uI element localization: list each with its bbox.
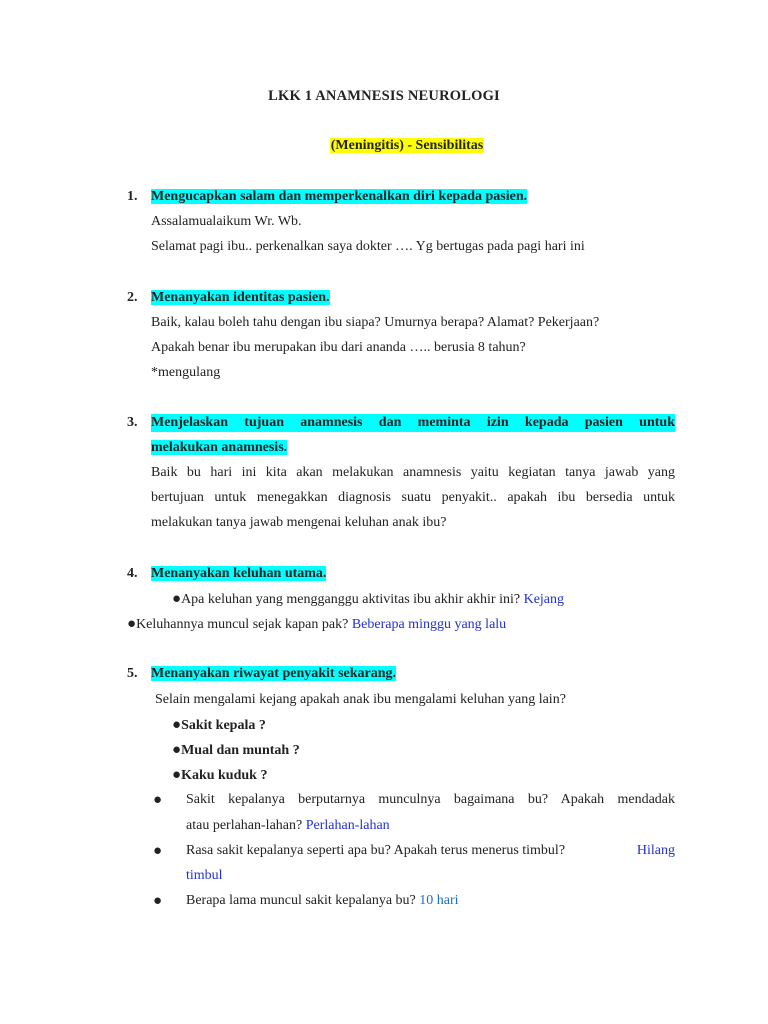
section-number: 1.: [127, 189, 138, 204]
symptom-text: Kaku kuduk ?: [181, 768, 268, 783]
body-line: *mengulang: [151, 365, 221, 380]
symptom-text: Sakit kepala ?: [181, 718, 266, 733]
bullet-icon: ●: [172, 591, 182, 607]
section-number: 3.: [127, 415, 138, 430]
section-heading: [151, 188, 527, 206]
body-line: Apakah benar ibu merupakan ibu dari ananda ….. berusia 8 tahun?: [151, 340, 526, 355]
bullet-icon: ●: [172, 742, 182, 758]
body-line: Assalamualaikum Wr. Wb.: [151, 214, 302, 229]
page-subtitle: (Meningitis) - Sensibilitas: [330, 138, 484, 153]
body-line: melakukan tanya jawab mengenai keluhan anak ibu?: [151, 515, 447, 530]
section-heading-line: [151, 439, 287, 457]
body-line: bertujuan untuk menegakkan diagnosis suatu penyakit.. apakah ibu bersedia untuk: [151, 490, 675, 505]
section-heading-text: melakukan anamnesis.: [151, 440, 288, 455]
page-title: LKK 1 ANAMNESIS NEUROLOGI: [268, 88, 500, 104]
answer-text: Hilang: [636, 843, 675, 858]
answer-text: Kejang: [523, 592, 565, 607]
bullet-icon: ●: [172, 717, 182, 733]
question-text: Keluhannya muncul sejak kapan pak?: [136, 617, 349, 632]
answer-text: Perlahan-lahan: [305, 818, 390, 833]
question-line: [186, 892, 459, 910]
section-number: 2.: [127, 290, 138, 305]
bullet-item: [172, 590, 564, 609]
question-text: Rasa sakit kepalanya seperti apa bu? Apakah terus menerus timbul?: [186, 843, 566, 858]
bullet-icon: ●: [127, 616, 137, 632]
section-heading: [151, 289, 330, 307]
body-line: Baik, kalau boleh tahu dengan ibu siapa? Umurnya berapa? Alamat? Pekerjaan?: [151, 315, 600, 330]
section-heading: [151, 565, 326, 583]
question-line: [186, 817, 390, 835]
symptom-item: [172, 766, 267, 785]
bullet-icon: ●: [153, 843, 163, 859]
section-number: 5.: [127, 666, 138, 681]
section-heading-text: Mengucapkan salam dan memperkenalkan diri kepada pasien.: [151, 189, 528, 204]
bullet-icon: ●: [172, 767, 182, 783]
body-line: Baik bu hari ini kita akan melakukan anamnesis yaitu kegiatan tanya jawab yang: [151, 465, 675, 480]
answer-text: Beberapa minggu yang lalu: [351, 617, 507, 632]
bullet-icon: ●: [153, 893, 163, 909]
page-subtitle-wrap: [0, 137, 768, 155]
question-line: [186, 842, 675, 860]
answer-text: 10 hari: [419, 893, 459, 908]
section-heading: [151, 665, 396, 683]
symptom-text: Mual dan muntah ?: [181, 743, 300, 758]
symptom-item: [172, 716, 266, 735]
section-heading-text: Menanyakan keluhan utama.: [151, 566, 327, 581]
section-heading-text: Menanyakan riwayat penyakit sekarang.: [151, 666, 397, 681]
question-text: atau perlahan-lahan?: [186, 818, 303, 833]
question-text: Apa keluhan yang mengganggu aktivitas ibu akhir akhir ini?: [181, 592, 521, 607]
section-heading-line: Menjelaskan tujuan anamnesis dan meminta izin kepada pasien untuk: [151, 415, 675, 430]
symptom-item: [172, 741, 300, 760]
body-line: Selamat pagi ibu.. perkenalkan saya dokter …. Yg bertugas pada pagi hari ini: [151, 239, 585, 254]
section-number: 4.: [127, 566, 138, 581]
question-line: Sakit kepalanya berputarnya munculnya bagaimana bu? Apakah mendadak: [186, 792, 675, 807]
answer-text: timbul: [186, 868, 223, 883]
bullet-icon: ●: [153, 792, 163, 808]
bullet-item: [127, 615, 506, 634]
body-line: Selain mengalami kejang apakah anak ibu mengalami keluhan yang lain?: [155, 692, 566, 707]
section-heading-text: Menanyakan identitas pasien.: [151, 290, 330, 305]
question-text: Berapa lama muncul sakit kepalanya bu?: [186, 893, 416, 908]
